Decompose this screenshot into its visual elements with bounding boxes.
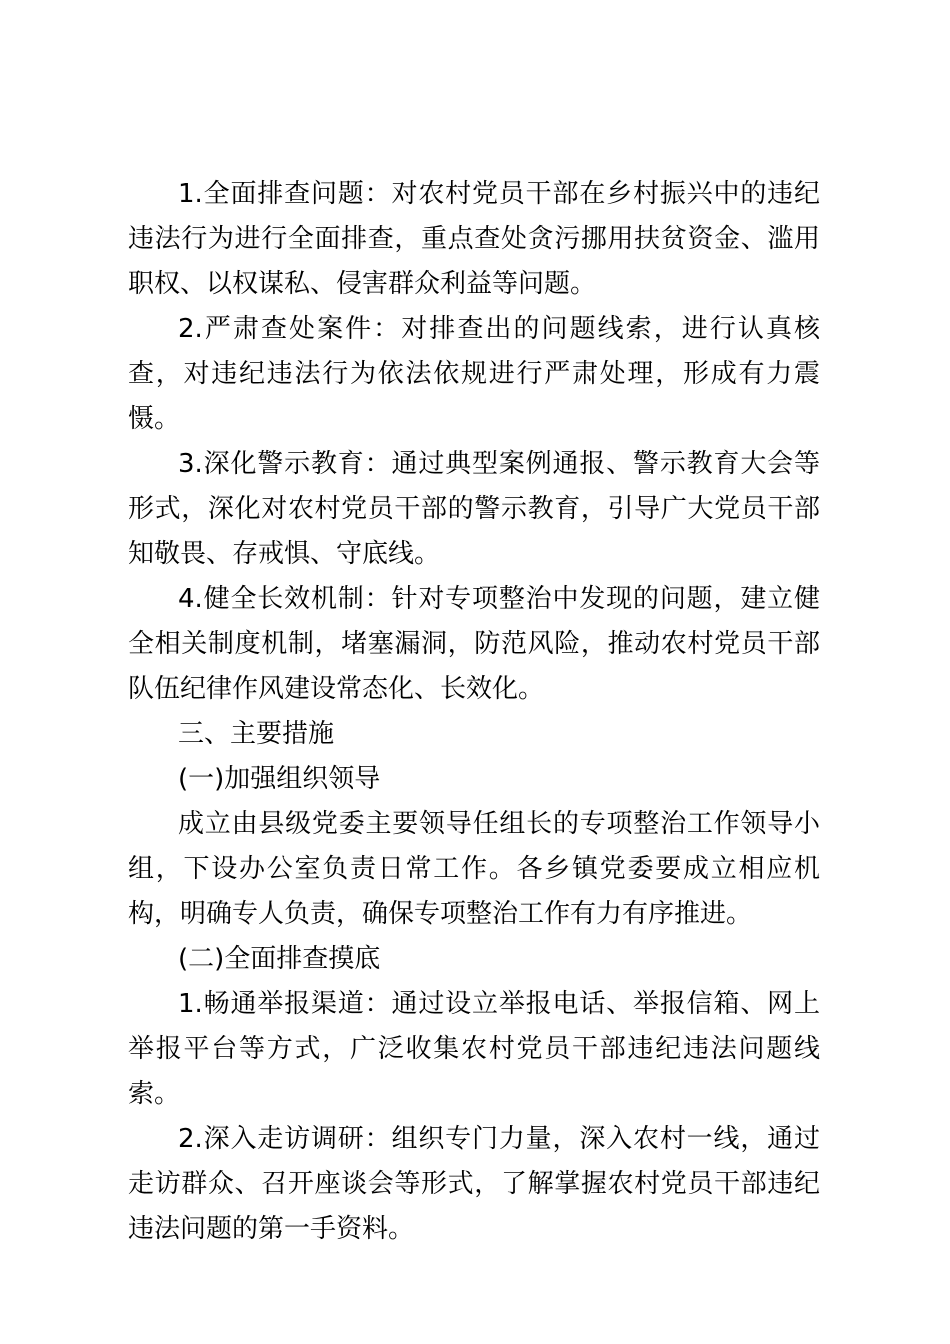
section-heading-measures: 三、主要措施 [178, 719, 335, 749]
paragraph-investigation-1: 1.畅通举报渠道：通过设立举报电话、举报信箱、网上举报平台等方式，广泛收集农村党员干部违纪违法问题线索。 [128, 989, 820, 1109]
document-body [128, 172, 820, 1252]
paragraph-goal-4: 4.健全长效机制：针对专项整治中发现的问题，建立健全相关制度机制，堵塞漏洞，防范风险，推动农村党员干部队伍纪律作风建设常态化、长效化。 [128, 584, 820, 704]
paragraph-investigation-2: 2.深入走访调研：组织专门力量，深入农村一线，通过走访群众、召开座谈会等形式，了解掌握农村党员干部违纪违法问题的第一手资料。 [128, 1124, 820, 1244]
subheading-organization: (一)加强组织领导 [178, 764, 381, 794]
paragraph-goal-2: 2.严肃查处案件：对排查出的问题线索，进行认真核查，对违纪违法行为依法依规进行严肃处理，形成有力震慑。 [128, 314, 820, 434]
paragraph-organization: 成立由县级党委主要领导任组长的专项整治工作领导小组，下设办公室负责日常工作。各乡镇党委要成立相应机构，明确专人负责，确保专项整治工作有力有序推进。 [128, 809, 820, 929]
paragraph-goal-3: 3.深化警示教育：通过典型案例通报、警示教育大会等形式，深化对农村党员干部的警示教育，引导广大党员干部知敬畏、存戒惧、守底线。 [128, 449, 820, 569]
paragraph-goal-1: 1.全面排查问题：对农村党员干部在乡村振兴中的违纪违法行为进行全面排查，重点查处贪污挪用扶贫资金、滥用职权、以权谋私、侵害群众利益等问题。 [128, 179, 820, 299]
subheading-investigation: (二)全面排查摸底 [178, 944, 381, 974]
